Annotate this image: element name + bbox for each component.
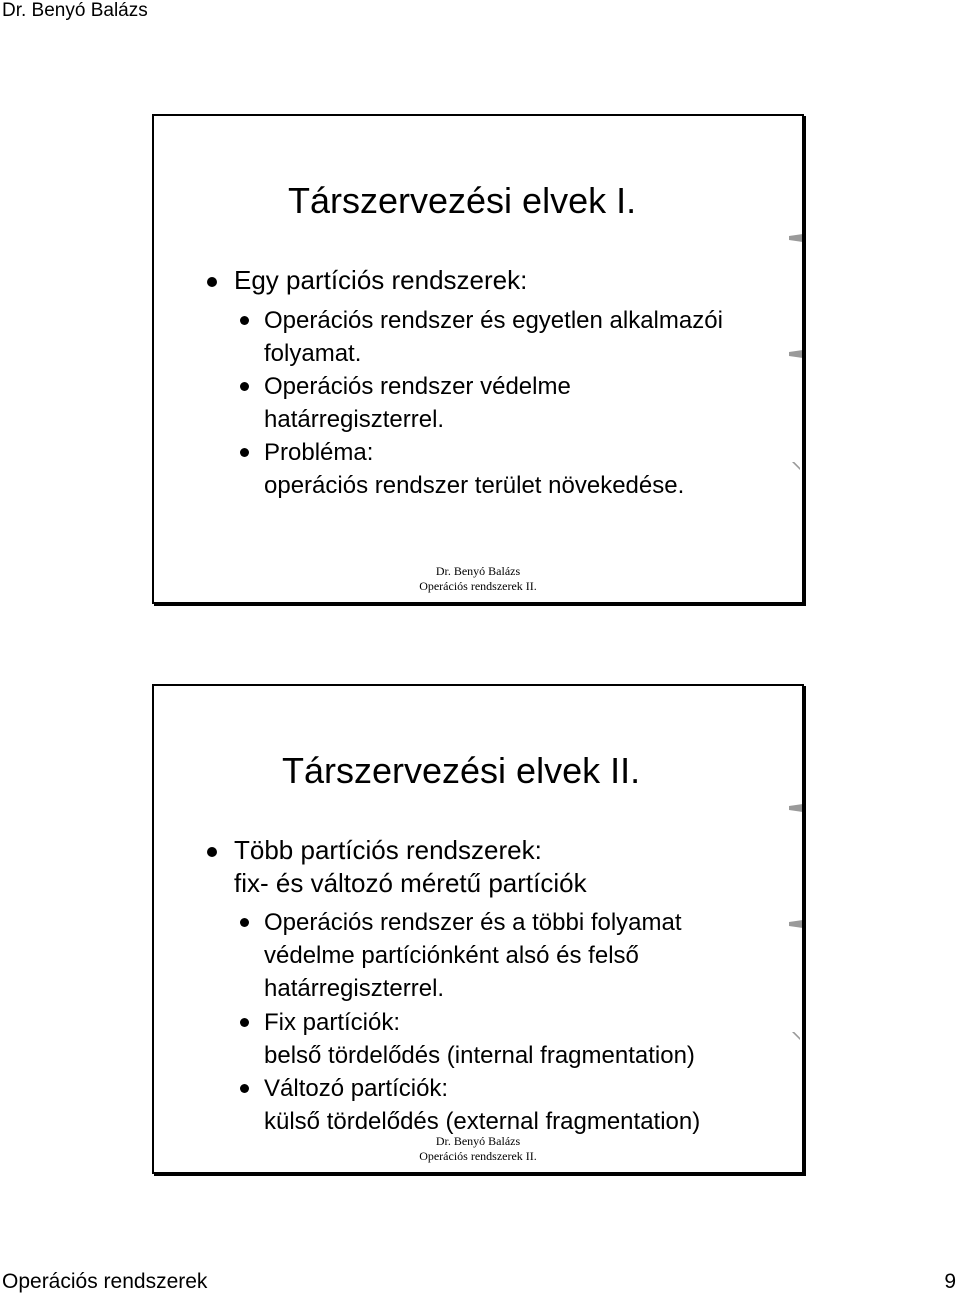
bullet-line: Operációs rendszer védelme [264,373,571,400]
slide-footer-course: Operációs rendszerek II. [419,579,537,593]
bullet-item-level2 [264,1006,695,1072]
bullet-line: Egy partíciós rendszerek: [234,265,528,295]
bullet-dot-icon [240,316,249,325]
slide-decoration-icon [789,350,803,358]
bullet-line: Változó partíciók: [264,1075,449,1102]
bullet-dot-icon [240,1084,249,1093]
slide-footer-course: Operációs rendszerek II. [419,1149,537,1163]
bullet-dot-icon [207,847,217,857]
slide-title: Társzervezési elvek II. [282,750,641,791]
slide-1 [152,114,804,604]
slide-title: Társzervezési elvek I. [288,180,637,221]
bullet-item-level1 [234,264,527,297]
bullet-item-level2 [264,1072,700,1138]
bullet-dot-icon [240,382,249,391]
bullet-line: védelme partíciónként alsó és felső [264,942,639,969]
bullet-line: Több partíciós rendszerek: [234,835,542,865]
slide-footer-author: Dr. Benyó Balázs [435,1134,521,1148]
bullet-item-level2 [264,304,723,370]
bullet-line: Operációs rendszer és a többi folyamat [264,909,682,936]
bullet-line: belső tördelődés (internal fragmentation) [264,1042,695,1069]
bullet-item-level1 [234,834,587,900]
bullet-item-level2 [264,906,682,1005]
page-footer-course: Operációs rendszerek [2,1270,208,1293]
bullet-dot-icon [240,918,249,927]
slide-decoration-icon [789,462,803,470]
slide-decoration-icon [789,234,803,242]
bullet-item-level2 [264,436,684,502]
bullet-dot-icon [240,448,249,457]
bullet-line: külső tördelődés (external fragmentation) [264,1108,701,1135]
bullet-dot-icon [240,1018,249,1027]
slide-decoration-icon [789,920,803,928]
bullet-line: folyamat. [264,340,362,367]
bullet-line: fix- és változó méretű partíciók [234,868,587,898]
slide-2 [152,684,804,1174]
bullet-line: Fix partíciók: [264,1009,401,1036]
bullet-dot-icon [207,277,217,287]
bullet-line: határregiszterrel. [264,406,445,433]
slide-footer [154,564,802,594]
page-header-author: Dr. Benyó Balázs [2,0,148,21]
bullet-line: Operációs rendszer és egyetlen alkalmazói [264,307,723,334]
bullet-line: operációs rendszer terület növekedése. [264,472,685,499]
slide-decoration-icon [789,1032,803,1040]
slide-footer-author: Dr. Benyó Balázs [435,564,521,578]
bullet-item-level2 [264,370,571,436]
slide-footer [154,1134,802,1164]
slide-decoration-icon [789,804,803,812]
bullet-line: határregiszterrel. [264,975,445,1002]
page-number: 9 [944,1270,956,1293]
bullet-line: Probléma: [264,439,374,466]
